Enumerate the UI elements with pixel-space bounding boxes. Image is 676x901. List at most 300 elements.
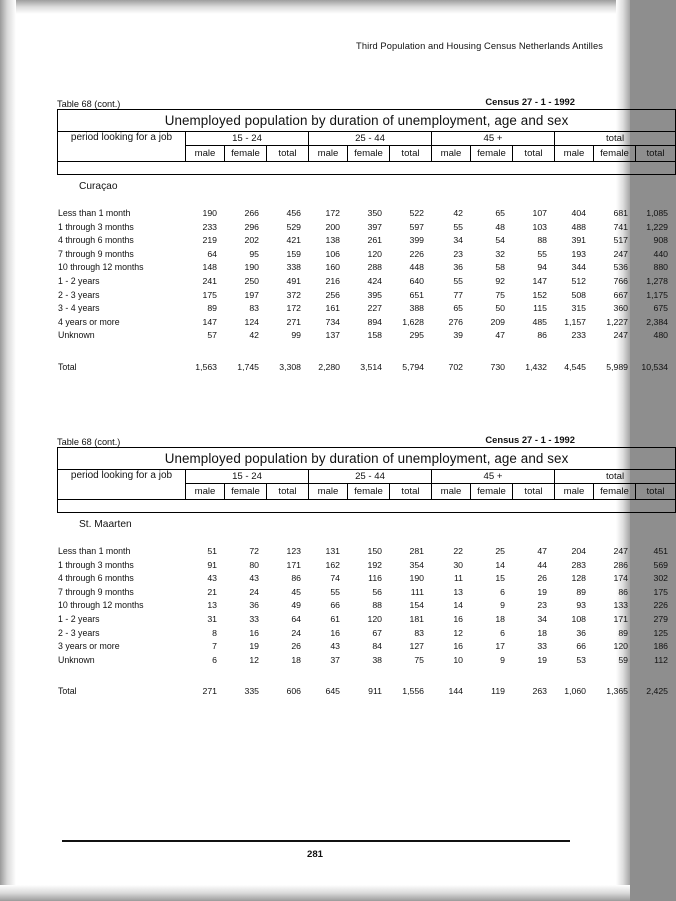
table-cell: 120	[613, 641, 628, 652]
table-cell: 233	[571, 330, 586, 341]
running-head: Third Population and Housing Census Netherlands Antilles	[356, 41, 603, 51]
table-cell: 172	[325, 208, 340, 218]
table-cell: 150	[367, 546, 382, 556]
table-cell: 399	[409, 235, 424, 246]
table-cell: 147	[202, 316, 217, 327]
table-cell: 94	[537, 262, 547, 273]
table-cell: 159	[286, 248, 301, 259]
table-cell: 1,563	[195, 361, 217, 372]
table-cell: 5,989	[606, 361, 628, 372]
table-row	[57, 613, 675, 627]
table-cell: 295	[409, 330, 424, 341]
table-cell: 31	[207, 613, 217, 624]
table-cell: 66	[330, 600, 340, 611]
table-cell: 18	[291, 654, 301, 665]
table-cell: 197	[244, 289, 259, 300]
table-row	[57, 559, 675, 573]
table-cell: 296	[244, 221, 259, 232]
table-cell: 271	[286, 316, 301, 327]
table-cell: 26	[537, 573, 547, 584]
row-label: Less than 1 month	[58, 208, 131, 218]
table-cell: 734	[325, 316, 340, 327]
table-cell: 67	[372, 627, 382, 638]
table-cell: 302	[653, 573, 668, 584]
row-spacer	[57, 667, 675, 683]
table-cell: 93	[576, 600, 586, 611]
sex-header-total: total	[267, 146, 309, 162]
table-cell: 127	[409, 641, 424, 652]
table-row	[57, 207, 675, 221]
sex-header-male: male	[432, 484, 471, 500]
table-cell: 186	[653, 641, 668, 652]
table-cell: 58	[495, 262, 505, 273]
table-cell: 124	[244, 316, 259, 327]
table-cell: 667	[613, 289, 628, 300]
table-cell: 83	[249, 303, 259, 314]
table-cell: 86	[618, 586, 628, 597]
table-cell: 6	[500, 586, 505, 597]
age-group-header-15-24: 15 - 24	[186, 470, 309, 484]
table-cell: 26	[291, 641, 301, 652]
table-total-row	[57, 683, 675, 700]
table-row	[57, 329, 675, 343]
table-cell: 741	[613, 221, 628, 232]
table-row	[57, 261, 675, 275]
table-cell: 37	[330, 654, 340, 665]
table-row	[57, 572, 675, 586]
table-cell: 3,308	[279, 361, 301, 372]
table-row	[57, 316, 675, 330]
table-cell: 77	[453, 289, 463, 300]
sex-header-total: total	[513, 484, 555, 500]
table-cell: 55	[453, 275, 463, 286]
table-total-row	[57, 359, 675, 376]
table-cell: 16	[453, 613, 463, 624]
table-cell: 120	[367, 248, 382, 259]
table-cell: 894	[367, 316, 382, 327]
table-cell: 171	[286, 559, 301, 570]
table-cell: 175	[653, 586, 668, 597]
table-cell: 335	[244, 686, 259, 697]
table-cell: 19	[249, 641, 259, 652]
table-cell: 59	[618, 654, 628, 665]
table-row	[57, 221, 675, 235]
table-row	[57, 289, 675, 303]
table-cell: 448	[409, 262, 424, 273]
table-cell: 281	[409, 546, 424, 556]
table-cell: 57	[207, 330, 217, 341]
row-label: Total	[58, 686, 77, 697]
table-cell: 388	[409, 303, 424, 314]
table-cell: 147	[532, 275, 547, 286]
stub-header: period looking for a job	[58, 470, 186, 500]
table-cell: 360	[613, 303, 628, 314]
table-block-curacao	[57, 93, 668, 425]
table-caption-row	[57, 93, 575, 109]
table-cell: 34	[537, 613, 547, 624]
table-cell: 171	[613, 613, 628, 624]
age-group-header-15-24: 15 - 24	[186, 132, 309, 146]
table-cell: 55	[537, 248, 547, 259]
table-cell: 24	[291, 627, 301, 638]
table-row	[57, 234, 675, 248]
table-row	[57, 654, 675, 668]
age-group-header-total: total	[555, 132, 676, 146]
table-cell: 391	[571, 235, 586, 246]
table-cell: 158	[367, 330, 382, 341]
sex-header-total: total	[636, 146, 676, 162]
table-cell: 1,745	[237, 361, 259, 372]
table-cell: 226	[653, 600, 668, 611]
age-group-header-45plus: 45 +	[432, 132, 555, 146]
table-cell: 456	[286, 208, 301, 218]
table-cell: 209	[490, 316, 505, 327]
table-cell: 120	[367, 613, 382, 624]
table-cell: 181	[409, 613, 424, 624]
census-date: Census 27 - 1 - 1992	[485, 96, 575, 107]
table-label: Table 68 (cont.)	[57, 437, 121, 447]
table-cell: 219	[202, 235, 217, 246]
table-cell: 65	[495, 208, 505, 218]
table-cell: 1,157	[564, 316, 586, 327]
table-cell: 6	[500, 627, 505, 638]
sex-header-female: female	[471, 484, 513, 500]
table-cell: 47	[495, 330, 505, 341]
table-cell: 95	[249, 248, 259, 259]
table-cell: 597	[409, 221, 424, 232]
table-cell: 440	[653, 248, 668, 259]
row-label: 2 - 3 years	[58, 627, 100, 638]
table-cell: 8	[212, 627, 217, 638]
region-name: Curaçao	[79, 181, 118, 192]
table-cell: 485	[532, 316, 547, 327]
table-cell: 86	[537, 330, 547, 341]
sex-header-total: total	[390, 146, 432, 162]
table-cell: 24	[249, 586, 259, 597]
table-cell: 6	[212, 654, 217, 665]
table-cell: 47	[537, 546, 547, 556]
table-cell: 106	[325, 248, 340, 259]
table-cell: 42	[249, 330, 259, 341]
table-cell: 651	[409, 289, 424, 300]
table-cell: 10	[453, 654, 463, 665]
table-cell: 517	[613, 235, 628, 246]
row-label: 4 through 6 months	[58, 573, 134, 584]
sex-header-total: total	[390, 484, 432, 500]
table-cell: 7	[212, 641, 217, 652]
table-cell: 137	[325, 330, 340, 341]
table-cell: 200	[325, 221, 340, 232]
table-cell: 522	[409, 208, 424, 218]
table-cell: 193	[571, 248, 586, 259]
page-edge-top	[0, 0, 630, 14]
table-cell: 55	[330, 586, 340, 597]
data-rows-st-maarten	[57, 545, 675, 700]
table-cell: 36	[453, 262, 463, 273]
table-cell: 75	[495, 289, 505, 300]
table-cell: 112	[654, 654, 668, 665]
table-cell: 675	[653, 303, 668, 314]
table-cell: 9	[500, 654, 505, 665]
table-row	[57, 545, 675, 559]
table-cell: 2,280	[318, 361, 340, 372]
row-label: Unknown	[58, 654, 95, 665]
table-cell: 271	[202, 686, 217, 697]
row-label: 7 through 9 months	[58, 248, 134, 259]
table-cell: 276	[448, 316, 463, 327]
table-body-area	[57, 175, 668, 425]
table-cell: 12	[249, 654, 259, 665]
table-cell: 202	[244, 235, 259, 246]
row-label: 2 - 3 years	[58, 289, 100, 300]
table-cell: 33	[249, 613, 259, 624]
row-label: Unknown	[58, 330, 95, 341]
table-cell: 154	[409, 600, 424, 611]
table-cell: 44	[537, 559, 547, 570]
table-cell: 1,229	[646, 221, 668, 232]
table-cell: 174	[613, 573, 628, 584]
table-body-area	[57, 513, 668, 753]
row-label: 3 - 4 years	[58, 303, 100, 314]
data-table-st-maarten	[57, 545, 675, 700]
table-cell: 190	[202, 208, 217, 218]
table-cell: 65	[453, 303, 463, 314]
row-label: 7 through 9 months	[58, 586, 134, 597]
table-cell: 43	[330, 641, 340, 652]
table-cell: 911	[368, 686, 382, 697]
table-cell: 16	[330, 627, 340, 638]
sex-header-female: female	[225, 484, 267, 500]
page-edge-bottom	[0, 885, 630, 901]
table-cell: 17	[495, 641, 505, 652]
table-cell: 395	[367, 289, 382, 300]
table-title: Unemployed population by duration of unemployment, age and sex	[58, 448, 676, 470]
table-cell: 216	[325, 275, 340, 286]
table-cell: 43	[249, 573, 259, 584]
table-cell: 16	[453, 641, 463, 652]
table-cell: 32	[495, 248, 505, 259]
table-cell: 2,384	[646, 316, 668, 327]
table-cell: 172	[286, 303, 301, 314]
table-cell: 9	[500, 600, 505, 611]
table-cell: 56	[372, 586, 382, 597]
table-cell: 266	[244, 208, 259, 218]
table-cell: 125	[653, 627, 668, 638]
table-cell: 38	[372, 654, 382, 665]
table-cell: 18	[495, 613, 505, 624]
table-cell: 569	[653, 559, 668, 570]
table-cell: 152	[532, 289, 547, 300]
table-cell: 279	[653, 613, 668, 624]
table-cell: 247	[613, 248, 628, 259]
sex-header-total: total	[267, 484, 309, 500]
table-cell: 116	[368, 573, 382, 584]
table-cell: 508	[571, 289, 586, 300]
table-cell: 25	[495, 546, 505, 556]
table-cell: 14	[495, 559, 505, 570]
table-cell: 72	[249, 546, 259, 556]
table-cell: 204	[571, 546, 586, 556]
table-cell: 1,432	[525, 361, 547, 372]
table-cell: 226	[409, 248, 424, 259]
table-cell: 529	[286, 221, 301, 232]
table-cell: 51	[207, 546, 217, 556]
table-cell: 55	[453, 221, 463, 232]
table-header-grid	[57, 109, 676, 175]
table-cell: 34	[453, 235, 463, 246]
table-cell: 19	[537, 654, 547, 665]
table-cell: 5,794	[402, 361, 424, 372]
data-rows-curacao	[57, 207, 675, 376]
age-group-header-45plus: 45 +	[432, 470, 555, 484]
table-cell: 13	[207, 600, 217, 611]
sex-header-male: male	[309, 146, 348, 162]
table-cell: 350	[367, 208, 382, 218]
table-cell: 30	[453, 559, 463, 570]
table-cell: 138	[325, 235, 340, 246]
row-label: Total	[58, 361, 77, 372]
age-group-header-25-44: 25 - 44	[309, 132, 432, 146]
table-cell: 397	[367, 221, 382, 232]
table-cell: 488	[571, 221, 586, 232]
table-cell: 880	[653, 262, 668, 273]
sex-header-female: female	[594, 484, 636, 500]
row-label: 1 through 3 months	[58, 559, 134, 570]
table-cell: 119	[491, 686, 505, 697]
age-group-header-total: total	[555, 470, 676, 484]
table-cell: 1,556	[402, 686, 424, 697]
table-cell: 91	[207, 559, 217, 570]
table-cell: 250	[244, 275, 259, 286]
table-cell: 48	[495, 221, 505, 232]
table-cell: 702	[448, 361, 463, 372]
table-cell: 66	[576, 641, 586, 652]
table-cell: 344	[571, 262, 586, 273]
table-cell: 75	[414, 654, 424, 665]
table-cell: 111	[410, 586, 424, 597]
table-row	[57, 640, 675, 654]
table-cell: 15	[495, 573, 505, 584]
region-name: St. Maarten	[79, 519, 132, 530]
table-cell: 1,060	[564, 686, 586, 697]
table-cell: 123	[286, 546, 301, 556]
row-label: 1 - 2 years	[58, 613, 100, 624]
table-cell: 288	[367, 262, 382, 273]
table-cell: 45	[291, 586, 301, 597]
table-cell: 1,175	[646, 289, 668, 300]
table-cell: 36	[576, 627, 586, 638]
table-cell: 263	[532, 686, 547, 697]
sex-header-female: female	[348, 146, 390, 162]
table-cell: 2,425	[646, 686, 668, 697]
table-cell: 421	[286, 235, 301, 246]
table-cell: 14	[453, 600, 463, 611]
table-cell: 190	[409, 573, 424, 584]
table-cell: 23	[453, 248, 463, 259]
table-cell: 18	[537, 627, 547, 638]
table-cell: 261	[367, 235, 382, 246]
page-edge-left	[0, 0, 16, 901]
table-cell: 640	[409, 275, 424, 286]
table-cell: 86	[291, 573, 301, 584]
table-cell: 1,227	[606, 316, 628, 327]
age-group-header-25-44: 25 - 44	[309, 470, 432, 484]
table-cell: 42	[453, 208, 463, 218]
page-number: 281	[306, 849, 323, 860]
row-label: 4 through 6 months	[58, 235, 134, 246]
table-block-st-maarten	[57, 431, 668, 753]
table-cell: 74	[330, 573, 340, 584]
table-cell: 1,085	[646, 208, 668, 218]
row-label: 1 - 2 years	[58, 275, 100, 286]
table-cell: 286	[613, 559, 628, 570]
table-cell: 88	[372, 600, 382, 611]
sex-header-female: female	[225, 146, 267, 162]
table-cell: 33	[537, 641, 547, 652]
table-cell: 424	[367, 275, 382, 286]
table-cell: 512	[571, 275, 586, 286]
row-label: 3 years or more	[58, 641, 120, 652]
table-cell: 12	[453, 627, 463, 638]
table-cell: 192	[367, 559, 382, 570]
table-cell: 354	[409, 559, 424, 570]
table-cell: 766	[613, 275, 628, 286]
table-cell: 190	[244, 262, 259, 273]
table-row	[57, 302, 675, 316]
table-cell: 247	[613, 546, 628, 556]
table-cell: 480	[653, 330, 668, 341]
table-cell: 162	[325, 559, 340, 570]
table-title: Unemployed population by duration of unemployment, age and sex	[58, 110, 676, 132]
table-cell: 43	[207, 573, 217, 584]
table-cell: 491	[286, 275, 301, 286]
table-cell: 103	[532, 221, 547, 232]
sex-header-male: male	[186, 484, 225, 500]
table-cell: 50	[495, 303, 505, 314]
table-cell: 89	[618, 627, 628, 638]
table-cell: 451	[653, 546, 668, 556]
table-cell: 36	[249, 600, 259, 611]
table-cell: 61	[330, 613, 340, 624]
table-cell: 16	[249, 627, 259, 638]
row-label: 1 through 3 months	[58, 221, 134, 232]
table-cell: 53	[576, 654, 586, 665]
table-cell: 283	[571, 559, 586, 570]
sex-header-male: male	[309, 484, 348, 500]
table-cell: 64	[291, 613, 301, 624]
sex-header-female: female	[348, 484, 390, 500]
table-cell: 241	[202, 275, 217, 286]
table-row	[57, 627, 675, 641]
table-cell: 22	[453, 546, 463, 556]
table-cell: 80	[249, 559, 259, 570]
table-cell: 83	[414, 627, 424, 638]
table-cell: 144	[448, 686, 463, 697]
table-cell: 908	[653, 235, 668, 246]
table-cell: 3,514	[360, 361, 382, 372]
table-cell: 19	[537, 586, 547, 597]
row-spacer	[57, 343, 675, 359]
sex-header-male: male	[555, 146, 594, 162]
table-cell: 99	[291, 330, 301, 341]
table-cell: 645	[325, 686, 340, 697]
table-label: Table 68 (cont.)	[57, 99, 121, 109]
table-cell: 1,278	[646, 275, 668, 286]
table-cell: 49	[291, 600, 301, 611]
table-cell: 233	[202, 221, 217, 232]
row-label: 10 through 12 months	[58, 262, 144, 273]
table-cell: 39	[453, 330, 463, 341]
